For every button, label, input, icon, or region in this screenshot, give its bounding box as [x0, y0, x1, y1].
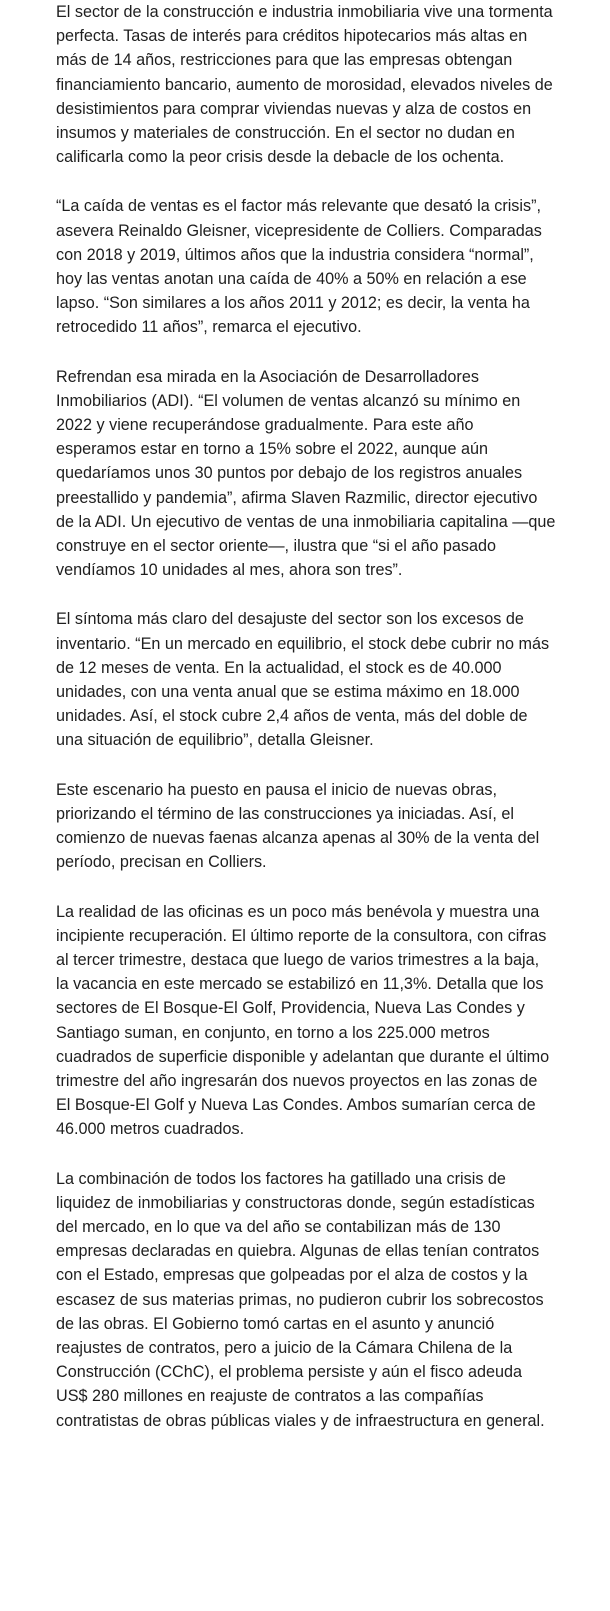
article-paragraph: El sector de la construcción e industria inmobiliaria vive una tormenta perfecta. Tasas de interés para créditos hipotecarios más altas en más de 14 años, restricciones para que las empresas obtengan financiamiento bancario, aumento de morosidad, elevados niveles de desistimientos para comprar viviendas nuevas y alza de costos en insumos y materiales de construcción. En el sector no dudan en calificarla como la peor crisis desde la debacle de los ochenta.	[56, 3, 553, 167]
article-paragraph: La realidad de las oficinas es un poco más benévola y muestra una incipiente recuperación. El último reporte de la consultora, con cifras al tercer trimestre, destaca que luego de varios trimestres a la baja, la vacancia en este mercado se estabilizó en 11,3%. Detalla que los sectores de El Bosque-El Golf, Providencia, Nueva Las Condes y Santiago suman, en conjunto, en torno a los 225.000 metros cuadrados de superficie disponible y adelantan que durante el último trimestre del año ingresarán dos nuevos proyectos en las zonas de El Bosque-El Golf y Nueva Las Condes. Ambos sumarían cerca de 46.000 metros cuadrados.	[56, 902, 550, 1139]
article-paragraph: Refrendan esa mirada en la Asociación de Desarrolladores Inmobiliarios (ADI). “El volumen de ventas alcanzó su mínimo en 2022 y viene recuperándose gradualmente. Para este año esperamos estar en torno a 15% sobre el 2022, aunque aún quedaríamos unos 30 puntos por debajo de los registros anuales preestallido y pandemia”, afirma Slaven Razmilic, director ejecutivo de la ADI. Un ejecutivo de ventas de una inmobiliaria capitalina —que construye en el sector oriente—, ilustra que “si el año pasado vendíamos 10 unidades al mes, ahora son tres”.	[56, 367, 556, 580]
article-body	[56, 0, 556, 1458]
article-paragraph: “La caída de ventas es el factor más relevante que desató la crisis”, asevera Reinaldo Gleisner, vicepresidente de Colliers. Comparadas con 2018 y 2019, últimos años que la industria considera “normal”, hoy las ventas anotan una caída de 40% a 50% en relación a ese lapso. “Son similares a los años 2011 y 2012; es decir, la venta ha retrocedido 11 años”, remarca el ejecutivo.	[56, 197, 542, 337]
article-paragraph: Este escenario ha puesto en pausa el inicio de nuevas obras, priorizando el término de las construcciones ya iniciadas. Así, el comienzo de nuevas faenas alcanza apenas al 30% de la venta del período, precisan en Colliers.	[56, 780, 540, 872]
article-paragraph: La combinación de todos los factores ha gatillado una crisis de liquidez de inmobiliarias y constructoras donde, según estadísticas del mercado, en lo que va del año se contabilizan más de 130 empresas declaradas en quiebra. Algunas de ellas tenían contratos con el Estado, empresas que golpeadas por el alza de costos y la escasez de sus materias primas, no pudieron cubrir los sobrecostos de las obras. El Gobierno tomó cartas en el asunto y anunció reajustes de contratos, pero a juicio de la Cámara Chilena de la Construcción (CChC), el problema persiste y aún el fisco adeuda US$ 280 millones en reajuste de contratos a las compañías contratistas de obras públicas viales y de infraestructura en general.	[56, 1169, 545, 1430]
article-paragraph: El síntoma más claro del desajuste del sector son los excesos de inventario. “En un mercado en equilibrio, el stock debe cubrir no más de 12 meses de venta. En la actualidad, el stock es de 40.000 unidades, con una venta anual que se estima máximo en 18.000 unidades. Así, el stock cubre 2,4 años de venta, más del doble de una situación de equilibrio”, detalla Gleisner.	[56, 610, 550, 750]
